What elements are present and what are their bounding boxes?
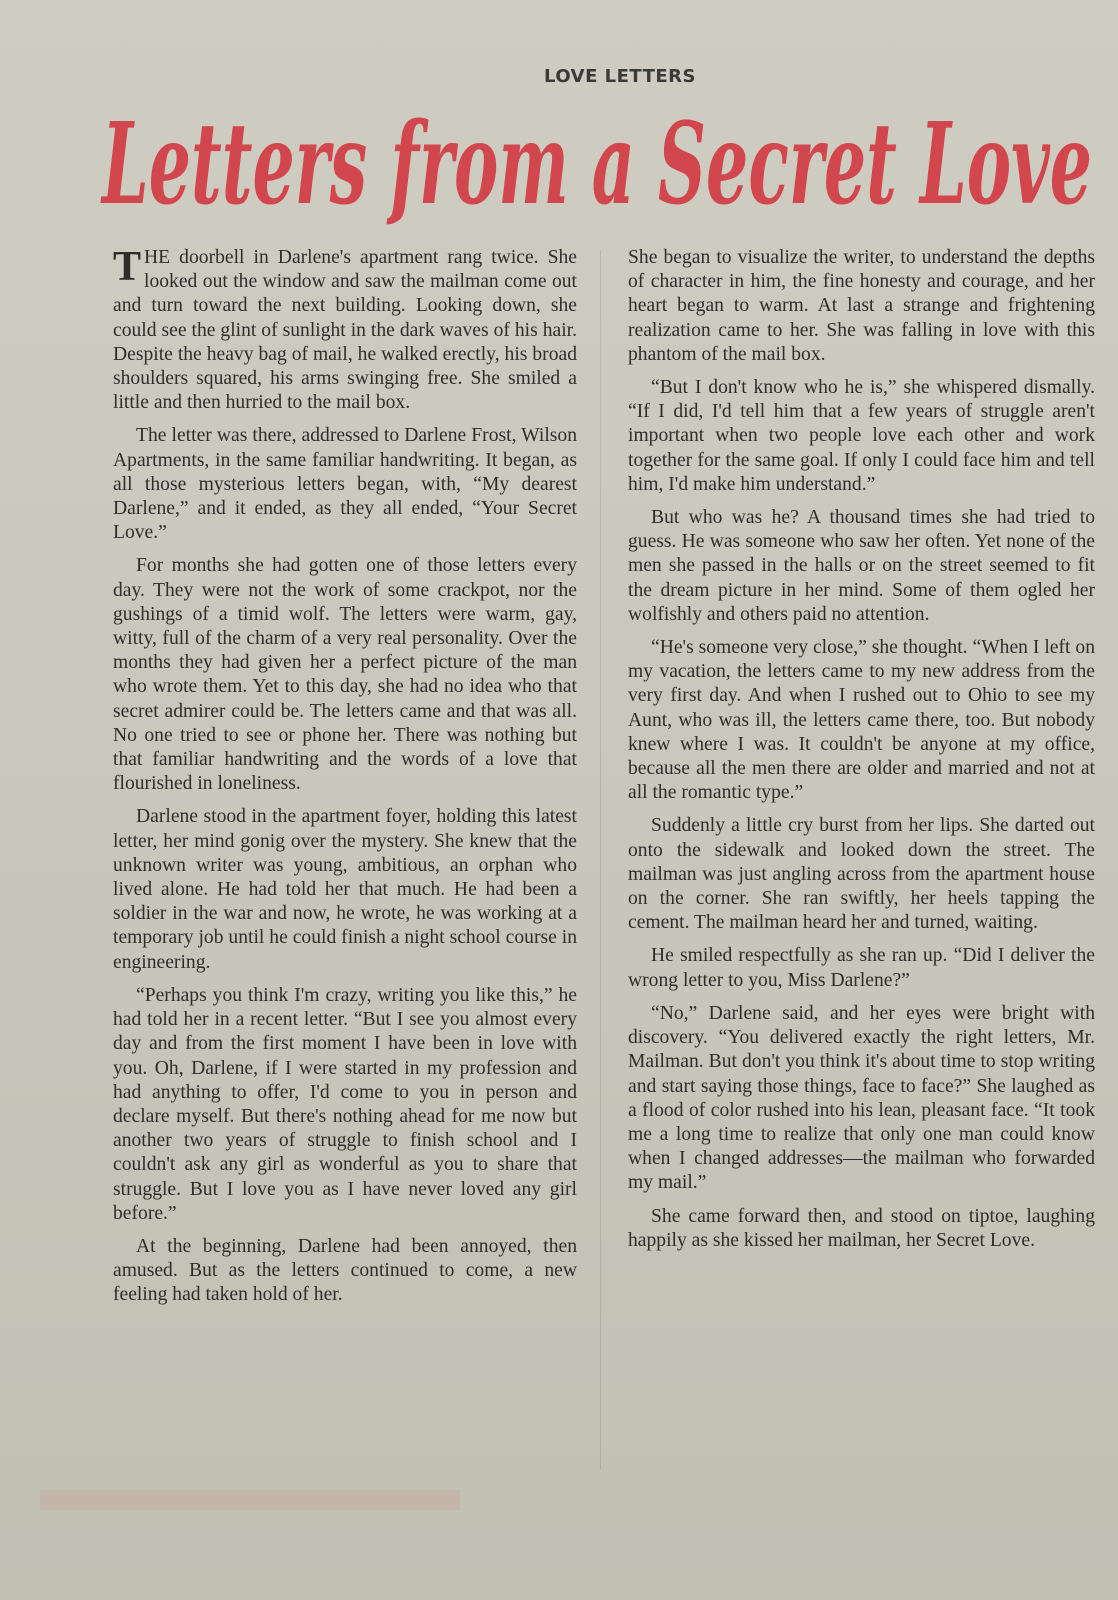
paragraph-11: Suddenly a little cry burst from her lips. She darted out onto the sidewalk and looked down the street. The mailman was just angling across from the apartment house on the corner. She ran swiftly, her heels tapping the cement. The mailman heard her and turned, waiting.: [628, 815, 1095, 934]
paragraph-12: He smiled respectfully as she ran up. “Did I deliver the wrong letter to you, Miss Darlene?”: [628, 945, 1095, 991]
paragraph-5: “Perhaps you think I'm crazy, writing you like this,” he had told her in a recent letter. “But I see you almost every day and from the first moment I have been in love with you. Oh, Darlene, if I were started in my profession and had anything to offer, I'd come to you in person and declare myself. But there's nothing ahead for me now but another two years of struggle to finish school and I couldn't ask any girl as wonderful as you to share that struggle. But I love you as I have never loved any girl before.”: [113, 984, 577, 1224]
paragraph-1-text: HE doorbell in Darlene's apartment rang twice. She looked out the window and saw the mailman come out and turn toward the next building. Looking down, she could see the glint of sunlight in the dark waves of his hair. Despite the heavy bag of mail, he walked erectly, his broad shoulders squared, his arms swinging free. She smiled a little and then hurried to the mail box.: [113, 247, 577, 414]
paragraph-1: [113, 246, 577, 415]
paragraph-9: But who was he? A thousand times she had tried to guess. He was someone who saw her often. Yet none of the men she passed in the halls or on the street seemed to fit the dream picture in her mind. Some of them ogled her wolfishly and others paid no attention.: [628, 507, 1095, 625]
paragraph-8: “But I don't know who he is,” she whispered dismally. “If I did, I'd tell him that a few years of struggle aren't important when two people love each other and work together for the same goal. If only I could face him and tell him, I'd make him understand.”: [628, 377, 1095, 495]
paragraph-3: For months she had gotten one of those letters every day. They were not the work of some crackpot, nor the gushings of a timid wolf. The letters were warm, gay, witty, full of the charm of a very real personality. Over the months they had given her a perfect picture of the man who wrote them. Yet to this day, she had no idea who that secret admirer could be. The letters came and that was all. No one tried to see or phone her. There was nothing but that familiar handwriting and the words of a love that flourished in loneliness.: [113, 555, 577, 795]
paragraph-6: At the beginning, Darlene had been annoyed, then amused. But as the letters continued to come, a new feeling had taken hold of her.: [113, 1235, 577, 1306]
story-title: [98, 68, 1098, 246]
paragraph-4: Darlene stood in the apartment foyer, holding this latest letter, her mind gonig over the mystery. She knew that the unknown writer was young, ambitious, an orphan who lived alone. He had told her that much. He had been a soldier in the war and now, he wrote, he was working at a temporary job until he could finish a night school course in engineering.: [113, 806, 577, 973]
drop-cap: T: [113, 244, 142, 290]
paragraph-13: “No,” Darlene said, and her eyes were bright with discovery. “You delivered exactly the right letters, Mr. Mailman. But don't you think it's about time to stop writing and start saying those things, face to face?” She laughed as a flood of color rushed into his lean, pleasant face. “It took me a long time to realize that only one man could know when I changed addresses—the mailman who forwarded my mail.”: [628, 1002, 1095, 1194]
paragraph-14: She came forward then, and stood on tiptoe, laughing happily as she kissed her mailman, her Secret Love.: [628, 1205, 1095, 1251]
running-head: LOVE LETTERS: [544, 66, 696, 87]
print-smudge: [40, 1490, 460, 1510]
column-divider: [600, 250, 601, 1470]
story-column-left: [113, 246, 577, 1317]
story-title-text: Letters from a Secret Love: [100, 99, 1092, 230]
paragraph-2: The letter was there, addressed to Darlene Frost, Wilson Apartments, in the same familiar handwriting. It began, as all those mysterious letters began, with, “My dearest Darlene,” and it ended, as they all ended, “Your Secret Love.”: [113, 425, 577, 544]
paragraph-7: She began to visualize the writer, to understand the depths of character in him, the fine honesty and courage, and her heart began to warm. At last a strange and frightening realization came to her. She was falling in love with this phantom of the mail box.: [628, 247, 1095, 365]
paragraph-10: “He's someone very close,” she thought. “When I left on my vacation, the letters came to my new address from the very first day. And when I rushed out to Ohio to see my Aunt, who was ill, the letters came there, too. But nobody knew where I was. It couldn't be anyone at my office, because all the men there are older and married and not at all the romantic type.”: [628, 637, 1095, 804]
story-column-right: [628, 246, 1095, 1262]
